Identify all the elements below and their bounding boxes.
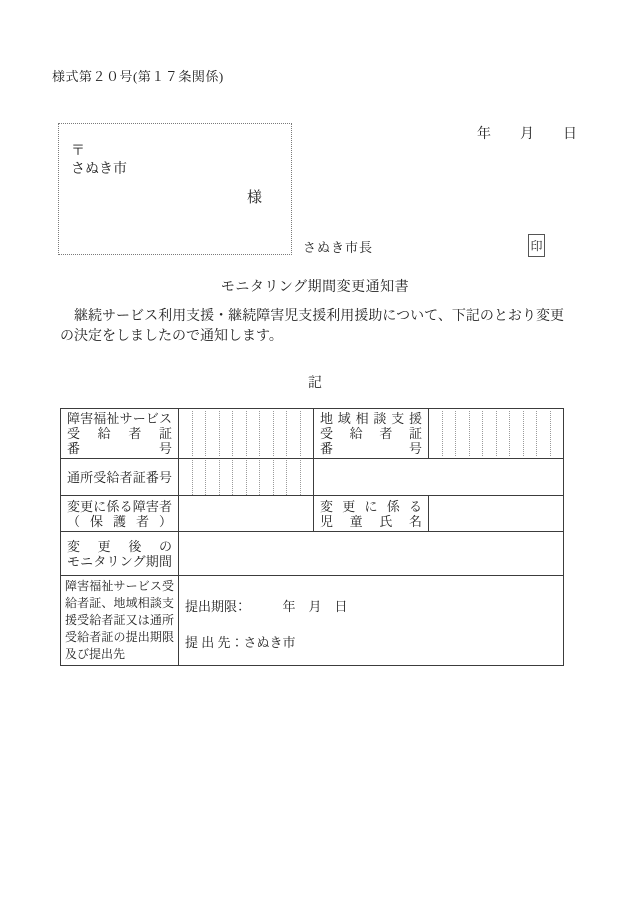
label-line: 受給者証の提出期限 [65,630,174,644]
submission-place-line: 提 出 先：さぬき市 [185,635,296,650]
table-row [61,459,564,496]
digit-guide-column [274,411,288,456]
recipient-address-box [58,123,292,255]
label-new-monitoring-period [61,532,179,576]
table-row [61,496,564,532]
field-submission-details [179,576,564,666]
label-disability-service-cert-number [61,409,179,459]
ki-marker: 記 [308,376,322,391]
digit-guide-cell [179,411,313,456]
digit-guide-column [537,411,551,456]
digit-guide-column [497,411,511,456]
digit-guide-column [301,460,314,495]
digit-guide-column [287,411,301,456]
digit-guide-column [301,411,314,456]
document-title: モニタリング期間変更通知書 [220,280,410,295]
digit-guide-column [220,460,234,495]
digit-guide-column [179,411,193,456]
digit-guide-column [551,411,564,456]
label-line: モニタリング期間 [67,553,172,569]
label-line: 番号 [320,441,422,456]
label-line: 変更に係る障害者 [67,498,172,514]
body-paragraph: 継続サービス利用支援・継続障害児支援利用援助について、下記のとおり変更の決定をしましたので通知します。 [60,309,564,344]
digit-guide-column [193,411,207,456]
recipient-honorific: 様 [247,190,263,206]
digit-guide-column [287,460,301,495]
digit-guide-column [233,411,247,456]
digit-guide-column [193,460,207,495]
field-community-consult-cert-number [429,409,564,459]
digit-guide-column [443,411,457,456]
digit-guide-column [274,460,288,495]
label-line: 地域相談支援 [320,411,422,426]
table-row [61,409,564,459]
label-line: 給者証、地域相談支 [65,596,174,610]
digit-guide-column [179,460,193,495]
digit-guide-column [247,411,261,456]
label-line: 番号 [67,441,172,456]
label-child-name [314,496,429,532]
issue-date-line [477,123,577,143]
digit-guide-column [220,411,234,456]
field-person-concerned [179,496,314,532]
label-submission-deadline-and-place [61,576,179,666]
form-table [60,408,564,666]
field-empty [314,459,564,496]
date-year-label: 年 [477,127,491,142]
field-day-service-cert-number [179,459,314,496]
label-line: 通所受給者証番号 [67,469,172,485]
label-line: 受給者証 [320,426,422,441]
digit-guide-column [483,411,497,456]
label-line: 及び提出先 [65,647,126,661]
field-child-name [429,496,564,532]
label-line: 児童氏名 [320,513,422,529]
digit-guide-column [206,460,220,495]
postal-mark: 〒 [71,144,85,159]
date-month-label: 月 [520,127,534,142]
label-day-service-cert-number [61,459,179,496]
label-line: 変更後の [67,538,172,554]
field-disability-service-cert-number [179,409,314,459]
digit-guide-column [247,460,261,495]
field-new-monitoring-period [179,532,564,576]
date-day-label: 日 [563,127,577,142]
digit-guide-cell [429,411,563,456]
form-number: 様式第２０号(第１７条関係) [52,69,224,84]
label-line: 援受給者証又は通所 [65,613,174,627]
seal-mark: 印 [528,234,545,257]
table-row [61,576,564,666]
digit-guide-column [233,460,247,495]
label-line: （保護者） [67,513,172,529]
label-person-concerned [61,496,179,532]
digit-guide-column [260,460,274,495]
sender-name: さぬき市長 [303,240,374,255]
digit-guide-column [510,411,524,456]
label-community-consult-cert-number [314,409,429,459]
label-line: 障害福祉サービス [67,411,172,426]
recipient-city: さぬき市 [71,162,127,177]
label-line: 障害福祉サービス受 [65,579,174,593]
digit-guide-column [429,411,443,456]
digit-guide-cell [179,460,313,495]
label-line: 受給者証 [67,426,172,441]
digit-guide-column [260,411,274,456]
table-row [61,532,564,576]
digit-guide-column [206,411,220,456]
submission-deadline-line: 提出期限： 年 月 日 [185,599,348,614]
digit-guide-column [470,411,484,456]
digit-guide-column [456,411,470,456]
digit-guide-column [524,411,538,456]
label-line: 変更に係る [320,498,422,514]
